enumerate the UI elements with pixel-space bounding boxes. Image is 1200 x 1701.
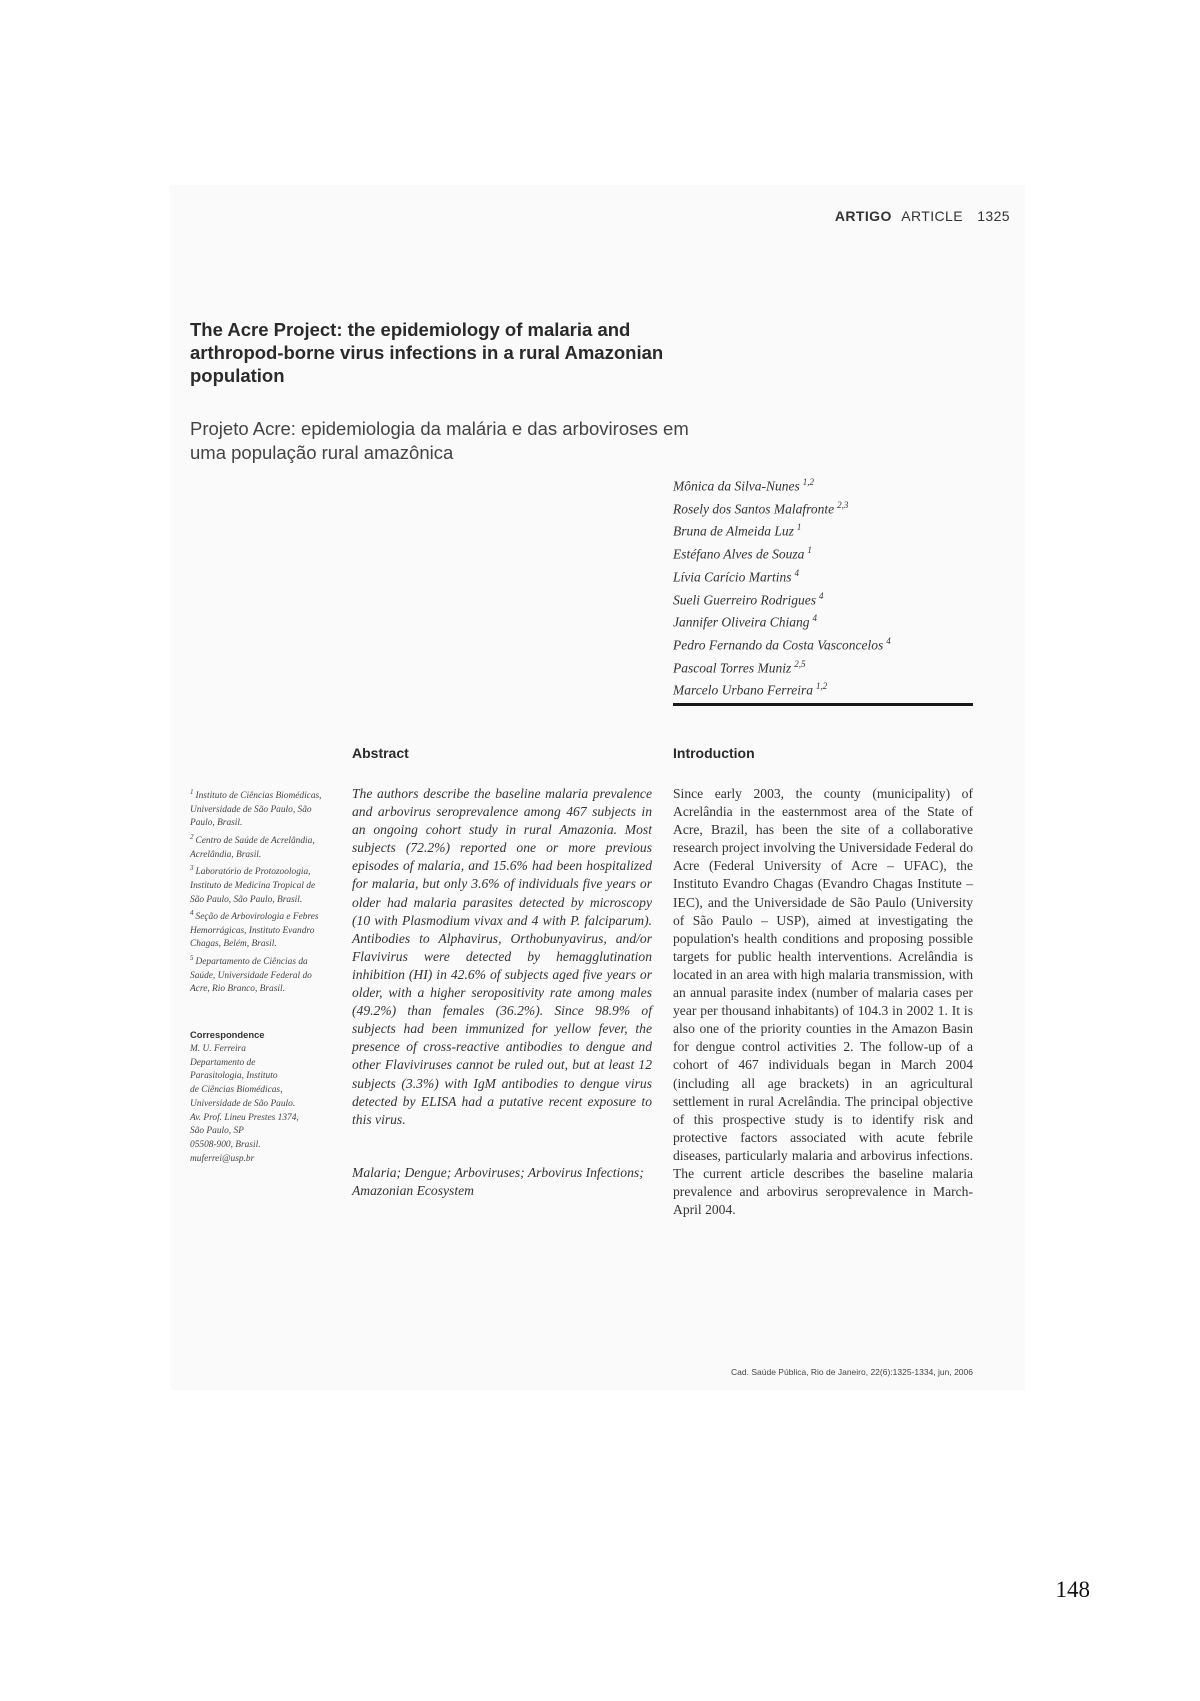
affiliations [190, 786, 330, 997]
author-affiliation-mark: 1 [796, 522, 802, 533]
author-name: Jannifer Oliveira Chiang [673, 614, 810, 630]
correspondence-line: Departamento de [190, 1057, 256, 1068]
author-affiliation-mark: 1,2 [815, 681, 828, 692]
author-entry [673, 655, 1003, 678]
running-header [835, 208, 1010, 224]
author-entry [673, 496, 1003, 519]
author-affiliation-mark: 4 [812, 613, 817, 624]
author-entry [673, 541, 1003, 564]
footer-citation: Cad. Saúde Pública, Rio de Janeiro, 22(6):1325-1334, jun, 2006 [731, 1367, 973, 1377]
author-name: Estéfano Alves de Souza [673, 546, 805, 562]
affiliation-number: 4 [190, 909, 194, 918]
author-entry [673, 518, 1003, 541]
title-english: The Acre Project: the epidemiology of malaria and arthropod-borne virus infections in a rural Amazonian population [190, 319, 664, 386]
author-entry [673, 473, 1003, 496]
header-article: ARTICLE [901, 208, 963, 224]
author-affiliation-mark: 1 [807, 545, 812, 556]
author-affiliation-mark: 4 [886, 635, 891, 646]
keywords: Malaria; Dengue; Arboviruses; Arbovirus Infections; Amazonian Ecosystem [352, 1165, 644, 1199]
abstract-heading: Abstract [352, 745, 409, 761]
author-affiliation-mark: 2,5 [794, 658, 806, 669]
author-entry [673, 609, 1003, 632]
page-number: 148 [1055, 1577, 1090, 1602]
affiliation-entry [190, 786, 330, 831]
affiliation-text: Instituto de Ciências Biomédicas, Universidade de São Paulo, São Paulo, Brasil. [190, 791, 322, 829]
header-page-number: 1325 [977, 208, 1010, 224]
author-list [673, 473, 1003, 700]
introduction-text: Since early 2003, the county (municipality) of Acrelândia in the easternmost area of the State of Acre, Brazil, has been the site of a collaborative research project involving the Universidade Federal do Acre (Federal University of Acre – UFAC), the Instituto Evandro Chagas (Evandro Chagas Institute – IEC), and the Universidade de São Paulo (University of São Paulo – USP), aimed at investigating the population's health conditions and proposing possible targets for public health interventions. Acrelândia is located in an area with high malaria transmission, with an annual parasite index (number of malaria cases per year per thousand inhabitants) of 104.3 in 2002 1. It is also one of the priority counties in the Amazon Basin for dengue control activities 2. The follow-up of a cohort of 467 individuals began in March 2004 (including all age brackets) in an agricultural settlement in rural Acrelândia. The principal objective of this prospective study is to identify risk and protective factors associated with acute febrile diseases, particularly malaria and arbovirus infections. The current article describes the baseline malaria prevalence and arbovirus seroprevalence in March-April 2004. [673, 786, 973, 1218]
correspondence-line: de Ciências Biomédicas, [190, 1085, 283, 1096]
affiliation-text: Laboratório de Protozoologia, Instituto de Medicina Tropical de São Paulo, São Paulo, Brasil. [190, 867, 316, 905]
author-affiliation-mark: 4 [794, 567, 800, 578]
affiliation-number: 1 [190, 788, 194, 796]
affiliation-number: 3 [190, 864, 194, 873]
affiliation-entry [190, 907, 330, 952]
correspondence-address [190, 1043, 335, 1166]
author-name: Sueli Guerreiro Rodrigues [673, 592, 816, 608]
author-name: Rosely dos Santos Malafronte [673, 501, 835, 517]
correspondence-heading: Correspondence [190, 1029, 265, 1040]
author-entry [673, 564, 1003, 587]
author-name: Pedro Fernando da Costa Vasconcelos [673, 637, 884, 653]
affiliation-text: Centro de Saúde de Acrelândia, Acrelândia, Brasil. [190, 836, 315, 860]
affiliation-text: Seção de Arbovirologia e Febres Hemorrágicas, Instituto Evandro Chagas, Belém, Brasil. [190, 912, 319, 950]
correspondence-line: M. U. Ferreira [190, 1044, 246, 1054]
header-artigo: ARTIGO [834, 208, 892, 224]
correspondence-line: Av. Prof. Lineu Prestes 1374, [190, 1112, 299, 1123]
author-entry [673, 587, 1003, 610]
correspondence-line: Universidade de São Paulo. [190, 1098, 296, 1109]
abstract-text: The authors describe the baseline malaria prevalence and arbovirus seroprevalence among 467 subjects in an ongoing cohort study in rural Amazonia. Most subjects (72.2%) reported one or more previous episodes of malaria, and 15.6% had been hospitalized for malaria, but only 3.6% of individuals five years or older had malaria parasites detected by microscopy (10 with Plasmodium vivax and 4 with P. falciparum). Antibodies to Alphavirus, Orthobunyavirus, and/or Flavivirus were detected by hemagglutination inhibition (HI) in 42.6% of subjects aged five years or older, with a higher seropositivity rate among males (49.2%) than females (36.2%). Since 98.9% of subjects had been immunized for yellow fever, the presence of cross-reactive antibodies to dengue and other Flaviviruses cannot be ruled out, but at least 12 subjects (3.3%) with IgM antibodies to dengue virus detected by ELISA had a putative recent exposure to this virus. [352, 786, 652, 1127]
author-name: Pascoal Torres Muniz [673, 660, 792, 676]
affiliation-entry [190, 862, 330, 907]
affiliation-entry [190, 831, 330, 862]
author-affiliation-mark: 4 [818, 590, 824, 601]
author-name: Marcelo Urbano Ferreira [673, 682, 813, 698]
correspondence-line: Parasitologia, Instituto [190, 1071, 278, 1082]
affiliation-number: 5 [190, 954, 194, 963]
author-name: Lívia Carício Martins [673, 569, 792, 585]
correspondence-line: São Paulo, SP [190, 1126, 244, 1137]
author-entry [673, 632, 1003, 655]
affiliation-entry [190, 952, 330, 997]
author-name: Bruna de Almeida Luz [673, 523, 794, 539]
introduction-heading: Introduction [673, 745, 755, 761]
author-affiliation-mark: 2,3 [837, 499, 849, 510]
correspondence-line: 05508-900, Brasil. [190, 1139, 261, 1150]
correspondence-email: muferrei@usp.br [190, 1153, 255, 1164]
affiliation-text: Departamento de Ciências da Saúde, Universidade Federal do Acre, Rio Branco, Brasil. [190, 957, 312, 995]
title-portuguese: Projeto Acre: epidemiologia da malária e das arboviroses em uma população rural amazônica [190, 418, 689, 463]
author-name: Mônica da Silva-Nunes [673, 478, 800, 494]
author-entry [673, 677, 1003, 700]
author-affiliation-mark: 1,2 [802, 477, 814, 487]
affiliation-number: 2 [190, 832, 194, 841]
section-divider-rule [673, 703, 973, 706]
